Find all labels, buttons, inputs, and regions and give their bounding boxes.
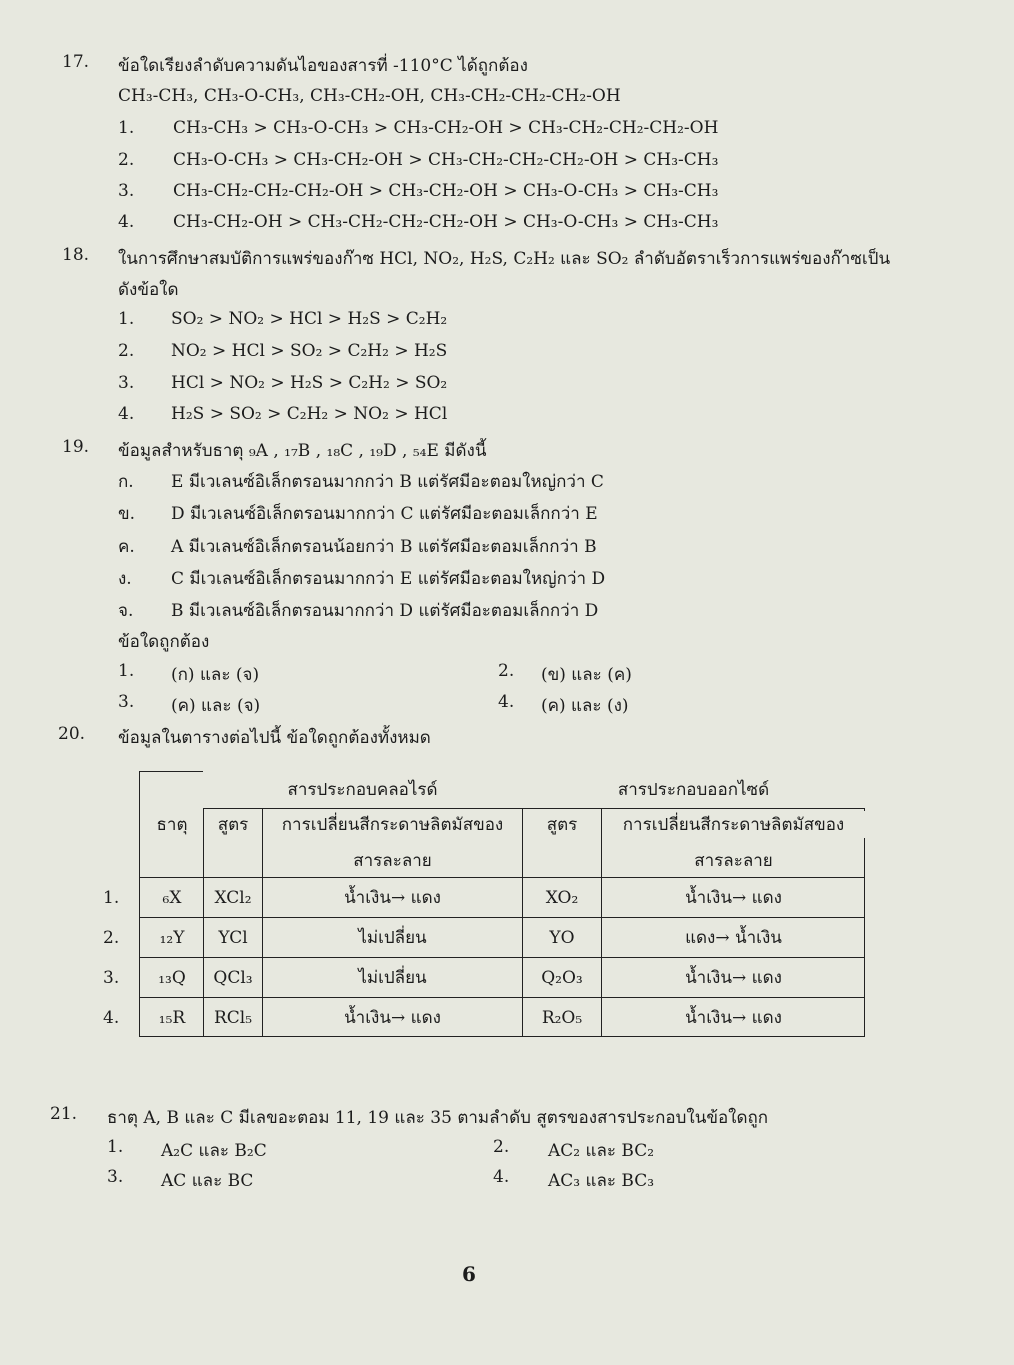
- oxide-color-header-line2: สารละลาย: [694, 851, 773, 871]
- q21-option-text: A₂C และ B₂C: [161, 1141, 267, 1161]
- chloride-color-header-line1: การเปลี่ยนสีกระดาษลิตมัสของ: [263, 811, 522, 838]
- q17-text: ข้อใดเรียงลำดับความดันไอของสารที่ -110°C ได้ถูกต้อง: [118, 56, 528, 76]
- q19-statement-text: C มีเวเลนซ์อิเล็กตรอนมากกว่า E แต่รัศมีอะตอมใหญ่กว่า D: [171, 569, 606, 589]
- row-oxide-color: น้ำเงิน→ แดง: [685, 1008, 782, 1028]
- q17-compounds: CH₃-CH₃, CH₃-O-CH₃, CH₃-CH₂-OH, CH₃-CH₂-CH₂-CH₂-OH: [118, 86, 621, 106]
- q21-option-number: 1.: [107, 1137, 124, 1157]
- q20-text: ข้อมูลในตารางต่อไปนี้ ข้อใดถูกต้องทั้งหมด: [118, 728, 431, 748]
- row-chloride-formula: XCl₂: [214, 888, 252, 908]
- q17-option-text: CH₃-CH₂-OH > CH₃-CH₂-CH₂-CH₂-OH > CH₃-O-CH₃ > CH₃-CH₃: [173, 212, 719, 232]
- page-number: 6: [462, 1262, 476, 1286]
- q17-option-number: 4.: [118, 212, 135, 232]
- row-chloride-formula: QCl₃: [213, 968, 253, 988]
- q17-option-text: CH₃-O-CH₃ > CH₃-CH₂-OH > CH₃-CH₂-CH₂-CH₂-OH > CH₃-CH₃: [173, 150, 719, 170]
- q21-option-text: AC และ BC: [161, 1171, 254, 1191]
- q21-text: ธาตุ A, B และ C มีเลขอะตอม 11, 19 และ 35 ตามลำดับ สูตรของสารประกอบในข้อใดถูก: [107, 1108, 769, 1128]
- table-row: [139, 919, 865, 957]
- q18-option-text: NO₂ > HCl > SO₂ > C₂H₂ > H₂S: [171, 341, 448, 361]
- table-row-number: 1.: [103, 888, 120, 908]
- row-chloride-color: ไม่เปลี่ยน: [358, 968, 427, 988]
- q17-number: 17.: [62, 52, 90, 72]
- q20-number: 20.: [58, 724, 86, 744]
- q19-option-text: (ก) และ (จ): [171, 665, 260, 685]
- q18-option-number: 4.: [118, 404, 135, 424]
- q19-statement-text: B มีเวเลนซ์อิเล็กตรอนมากกว่า D แต่รัศมีอะตอมเล็กกว่า D: [171, 601, 599, 621]
- row-chloride-color: ไม่เปลี่ยน: [358, 928, 427, 948]
- row-chloride-formula: YCl: [218, 928, 248, 948]
- q19-statement-label: ก.: [118, 472, 134, 492]
- table-row: [139, 999, 865, 1037]
- q18-option-number: 1.: [118, 309, 135, 329]
- q18-option-text: HCl > NO₂ > H₂S > C₂H₂ > SO₂: [171, 373, 448, 393]
- oxide-color-header-line1: การเปลี่ยนสีกระดาษลิตมัสของ: [602, 811, 865, 838]
- row-oxide-color: น้ำเงิน→ แดง: [685, 888, 782, 908]
- q19-text: ข้อมูลสำหรับธาตุ ₉A , ₁₇B , ₁₈C , ₁₉D , ₅₄E มีดังนี้: [118, 441, 487, 461]
- q17-option-number: 1.: [118, 118, 135, 138]
- row-chloride-color: น้ำเงิน→ แดง: [344, 1008, 441, 1028]
- q21-option-number: 4.: [493, 1167, 510, 1187]
- q19-statement-label: ค.: [118, 537, 135, 557]
- table-row-number: 4.: [103, 1008, 120, 1028]
- q19-option-text: (ค) และ (จ): [171, 696, 261, 716]
- row-element: ₆X: [162, 888, 182, 908]
- table-row-number: 3.: [103, 968, 120, 988]
- q19-statement-label: ข.: [118, 504, 136, 524]
- q20-table-grid: [139, 771, 865, 1037]
- row-oxide-formula: R₂O₅: [541, 1008, 583, 1028]
- row-oxide-formula: YO: [549, 928, 575, 948]
- q19-ask: ข้อใดถูกต้อง: [118, 632, 210, 652]
- row-oxide-formula: XO₂: [545, 888, 579, 908]
- row-element: ₁₅R: [158, 1008, 186, 1028]
- q18-option-text: H₂S > SO₂ > C₂H₂ > NO₂ > HCl: [171, 404, 448, 424]
- chloride-formula-header: สูตร: [204, 809, 262, 877]
- q17-option-number: 2.: [118, 150, 135, 170]
- q21-number: 21.: [50, 1104, 78, 1124]
- oxide-formula-header: สูตร: [523, 809, 601, 877]
- row-chloride-color: น้ำเงิน→ แดง: [344, 888, 441, 908]
- q19-statement-label: จ.: [118, 601, 134, 621]
- row-oxide-color: แดง→ น้ำเงิน: [685, 928, 782, 948]
- q19-statement-text: D มีเวเลนซ์อิเล็กตรอนมากกว่า C แต่รัศมีอะตอมเล็กกว่า E: [171, 504, 598, 524]
- q19-number: 19.: [62, 437, 90, 457]
- table-row: [139, 879, 865, 917]
- q19-option-number: 3.: [118, 692, 135, 712]
- q18-option-number: 3.: [118, 373, 135, 393]
- q19-statement-text: A มีเวเลนซ์อิเล็กตรอนน้อยกว่า B แต่รัศมีอะตอมเล็กกว่า B: [171, 537, 597, 557]
- q19-option-text: (ข) และ (ค): [541, 665, 632, 685]
- q17-option-number: 3.: [118, 181, 135, 201]
- q19-option-number: 1.: [118, 661, 135, 681]
- row-oxide-formula: Q₂O₃: [541, 968, 583, 988]
- q18-text: ในการศึกษาสมบัติการแพร่ของก๊าซ HCl, NO₂, H₂S, C₂H₂ และ SO₂ ลำดับอัตราเร็วการแพร่ของก๊าซเป็น: [118, 249, 891, 269]
- q19-statement-text: E มีเวเลนซ์อิเล็กตรอนมากกว่า B แต่รัศมีอะตอมใหญ่กว่า C: [171, 472, 604, 492]
- q18-number: 18.: [62, 245, 90, 265]
- q19-option-number: 2.: [498, 661, 515, 681]
- oxide-group-header: สารประกอบออกไซด์: [522, 771, 865, 808]
- q21-option-number: 2.: [493, 1137, 510, 1157]
- row-element: ₁₂Y: [159, 928, 185, 948]
- q18-text-continued: ดังข้อใด: [118, 280, 179, 300]
- element-column-header: ธาตุ: [141, 809, 203, 877]
- q18-option-number: 2.: [118, 341, 135, 361]
- q21-option-text: AC₃ และ BC₃: [548, 1171, 655, 1191]
- chloride-group-header: สารประกอบคลอไรด์: [203, 771, 522, 808]
- q19-option-text: (ค) และ (ง): [541, 696, 629, 716]
- row-oxide-color: น้ำเงิน→ แดง: [685, 968, 782, 988]
- q19-option-number: 4.: [498, 692, 515, 712]
- row-element: ₁₃Q: [158, 968, 186, 988]
- table-row: [139, 959, 865, 997]
- q17-option-text: CH₃-CH₃ > CH₃-O-CH₃ > CH₃-CH₂-OH > CH₃-CH₂-CH₂-CH₂-OH: [173, 118, 719, 138]
- q18-option-text: SO₂ > NO₂ > HCl > H₂S > C₂H₂: [171, 309, 448, 329]
- chloride-color-header-line2: สารละลาย: [353, 851, 432, 871]
- q21-option-text: AC₂ และ BC₂: [548, 1141, 655, 1161]
- q19-statement-label: ง.: [118, 569, 132, 589]
- q17-option-text: CH₃-CH₂-CH₂-CH₂-OH > CH₃-CH₂-OH > CH₃-O-CH₃ > CH₃-CH₃: [173, 181, 719, 201]
- q21-option-number: 3.: [107, 1167, 124, 1187]
- table-row-number: 2.: [103, 928, 120, 948]
- row-chloride-formula: RCl₅: [213, 1008, 253, 1028]
